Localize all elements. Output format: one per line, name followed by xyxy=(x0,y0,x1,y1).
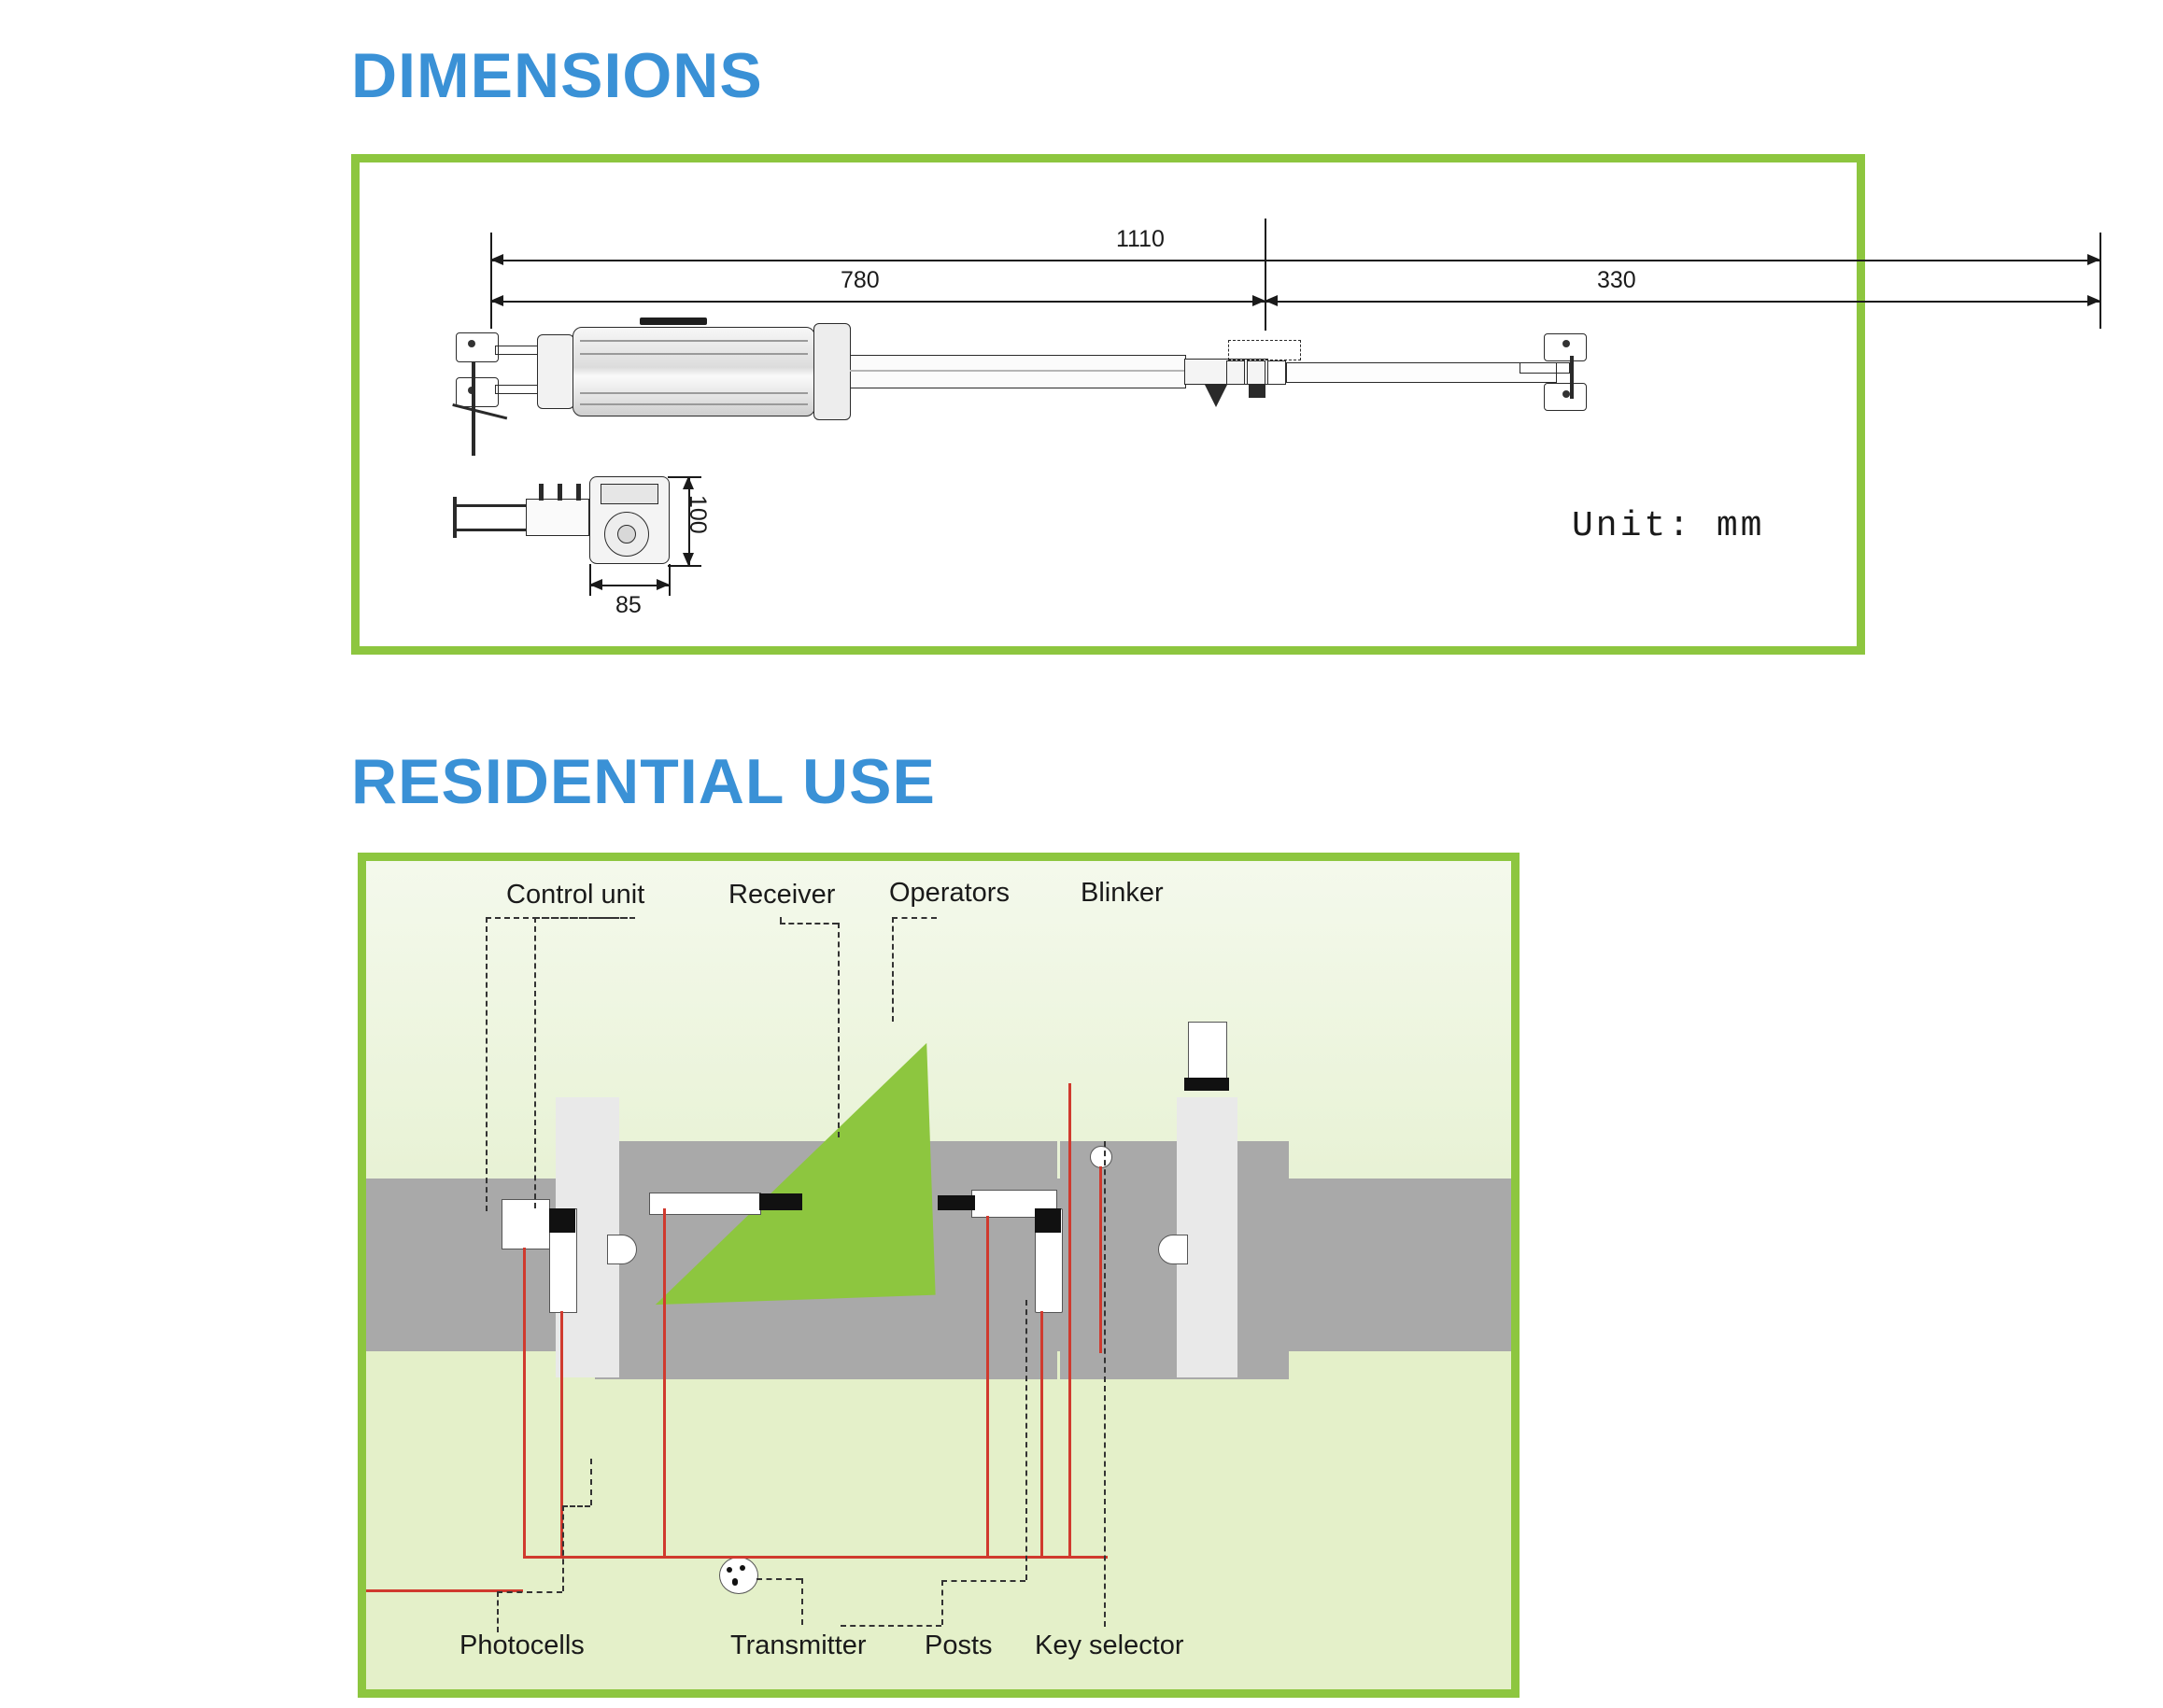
leader-photocells-h xyxy=(497,1591,562,1593)
leader-photocells-v3 xyxy=(590,1459,592,1505)
front-arm xyxy=(1286,362,1557,383)
dim-value-1110: 1110 xyxy=(1116,226,1165,252)
plan-motor-top-plate xyxy=(601,484,658,504)
operator-left-body xyxy=(649,1193,761,1215)
dim-ext-100-top xyxy=(668,476,701,478)
front-pin xyxy=(1520,362,1570,374)
wire-photocell-right xyxy=(1040,1311,1043,1556)
dim-arrow-100-top xyxy=(683,476,694,489)
dimensions-section-title: DIMENSIONS xyxy=(351,40,763,111)
wire-blinker xyxy=(1068,1083,1071,1556)
extension-tube-centerline xyxy=(850,370,1186,372)
motor-rib-1 xyxy=(580,340,808,342)
rear-bracket-hole-top xyxy=(468,340,475,347)
post-left xyxy=(607,1235,637,1264)
callout-blinker: Blinker xyxy=(1081,878,1164,908)
plan-bracket-arm-top xyxy=(457,504,528,507)
residential-panel xyxy=(358,853,1520,1698)
leader-operators-h xyxy=(780,923,838,925)
carriage-pin xyxy=(1249,385,1265,398)
dim-arrow-330-right xyxy=(2087,295,2100,306)
release-detail-box xyxy=(1228,340,1301,360)
front-bracket-hole-top xyxy=(1562,340,1570,347)
rear-bracket-bottom xyxy=(456,377,499,407)
dim-arrow-780-right xyxy=(1252,295,1265,306)
transmitter-remote xyxy=(719,1557,758,1594)
dim-ext-330-right xyxy=(2099,273,2101,329)
dim-line-330 xyxy=(1265,301,2100,303)
dim-arrow-85-left xyxy=(589,579,602,590)
wire-control-unit-down xyxy=(523,1248,526,1556)
callout-key-selector: Key selector xyxy=(1035,1630,1184,1660)
carriage-left xyxy=(1226,360,1245,385)
dim-arrow-100-bottom xyxy=(683,553,694,566)
photocell-head-right xyxy=(1035,1208,1061,1233)
motor-rib-2 xyxy=(580,353,808,355)
callout-transmitter: Transmitter xyxy=(730,1630,867,1660)
dim-value-100: 100 xyxy=(685,495,711,534)
unit-label: Unit: mm xyxy=(1572,506,1765,546)
dim-arrow-85-right xyxy=(657,579,670,590)
front-bracket-top xyxy=(1544,333,1587,361)
carriage-mid xyxy=(1247,360,1265,385)
leader-photocells-v1 xyxy=(497,1591,499,1632)
photocell-head-left xyxy=(549,1208,575,1233)
leader-posts-h2 xyxy=(941,1580,1025,1582)
motor-cover-tab xyxy=(640,318,707,325)
wall-right xyxy=(1291,1179,1515,1351)
dim-ext-85-right xyxy=(669,564,671,596)
motor-rib-4 xyxy=(580,403,808,405)
dim-value-85: 85 xyxy=(615,592,642,618)
transmitter-led xyxy=(732,1578,738,1586)
callout-photocells: Photocells xyxy=(459,1630,585,1660)
key-selector-stem xyxy=(1099,1166,1102,1353)
callout-receiver: Receiver xyxy=(728,880,836,910)
wire-operator-left xyxy=(663,1208,666,1556)
plan-bracket-plate xyxy=(526,499,589,536)
transmitter-button-2 xyxy=(740,1565,745,1571)
carriage-right xyxy=(1267,360,1286,385)
rod-tip xyxy=(1205,385,1227,407)
callout-operators: Operators xyxy=(889,878,1010,908)
blinker-lamp xyxy=(1188,1022,1227,1080)
wire-operator-right xyxy=(986,1216,989,1556)
wire-bus-right xyxy=(986,1556,1108,1559)
motor-rib-3 xyxy=(580,392,808,394)
key-selector-head xyxy=(1090,1146,1112,1168)
leader-photocells-v2 xyxy=(562,1505,564,1591)
plan-screw-1 xyxy=(539,484,544,501)
rear-bracket-top xyxy=(456,332,499,362)
leader-operators-v xyxy=(838,923,840,1137)
leader-blinker-h xyxy=(892,917,937,919)
dim-arrow-330-left xyxy=(1265,295,1278,306)
dim-ext-780-right xyxy=(1265,219,1266,331)
blinker-base xyxy=(1184,1078,1229,1091)
leader-transmitter-v xyxy=(801,1578,803,1625)
leader-key-selector-v2 xyxy=(1104,1141,1106,1627)
leader-control-unit-v xyxy=(486,917,488,1211)
plan-motor-shaft xyxy=(617,525,636,543)
plan-bracket-edge xyxy=(453,497,457,538)
dim-arrow-780-left xyxy=(490,295,503,306)
plan-screw-3 xyxy=(576,484,581,501)
dim-ext-100-bottom xyxy=(668,565,701,567)
dim-value-330: 330 xyxy=(1597,267,1636,293)
operator-left-rod xyxy=(759,1193,802,1210)
callout-control-unit: Control unit xyxy=(506,880,645,910)
motor-front-cap xyxy=(813,323,851,420)
post-right xyxy=(1158,1235,1188,1264)
dim-value-780: 780 xyxy=(841,267,880,293)
plan-screw-2 xyxy=(558,484,562,501)
operator-right-rod xyxy=(938,1195,975,1210)
motor-rear-cap xyxy=(537,334,574,409)
leader-transmitter-h xyxy=(756,1578,801,1580)
control-unit-box xyxy=(502,1199,550,1249)
dim-line-1110 xyxy=(490,260,2100,261)
callout-posts: Posts xyxy=(925,1630,993,1660)
dimensions-panel xyxy=(351,154,1865,655)
dim-arrow-1110-right xyxy=(2087,254,2100,265)
plan-bracket-arm-bottom xyxy=(457,529,528,531)
dim-ext-85-left xyxy=(589,564,591,596)
extension-tube xyxy=(850,355,1186,388)
dim-line-780 xyxy=(490,301,1265,303)
transmitter-button-1 xyxy=(727,1567,732,1573)
leader-key-selector-v xyxy=(1025,1300,1027,1580)
dim-arrow-1110-left xyxy=(490,254,503,265)
leader-blinker-v xyxy=(892,917,894,1022)
front-bracket-stem xyxy=(1570,356,1574,399)
gate-swing-arc xyxy=(646,1043,935,1305)
leader-posts-h xyxy=(841,1625,941,1627)
front-bracket-hole-bottom xyxy=(1562,390,1570,398)
leader-posts-v xyxy=(941,1580,943,1625)
leader-receiver-h2 xyxy=(534,917,635,919)
leader-receiver-v xyxy=(534,917,536,1208)
dim-ext-780-left xyxy=(490,273,492,329)
leader-photocells-h2 xyxy=(562,1505,590,1507)
residential-section-title: RESIDENTIAL USE xyxy=(351,746,936,817)
